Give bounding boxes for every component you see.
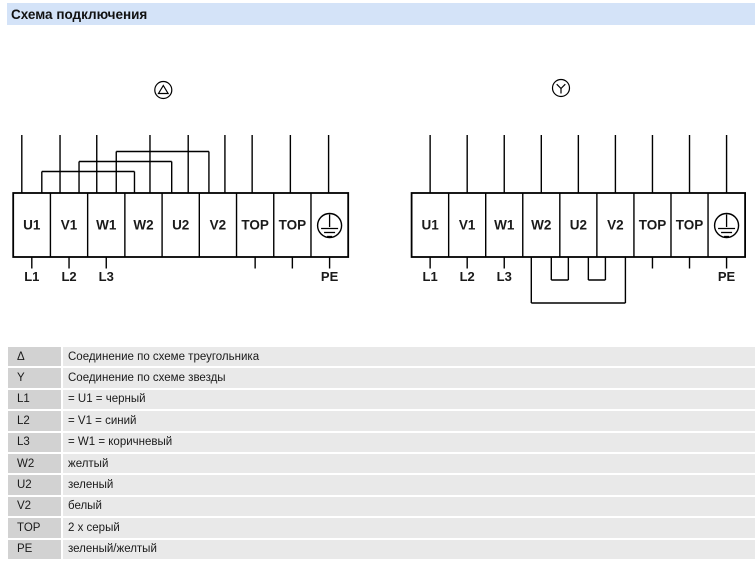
legend-key: TOP	[8, 518, 61, 537]
star-in-circle-icon	[553, 80, 570, 97]
legend-value: Соединение по схеме звезды	[63, 368, 755, 387]
legend-key: Δ	[8, 347, 61, 366]
terminal-label: TOP	[675, 217, 704, 233]
protective-earth-icon	[318, 214, 342, 238]
phase-label: L1	[422, 269, 438, 284]
terminal-label: W1	[494, 217, 515, 233]
legend-row	[8, 454, 755, 473]
legend-row	[8, 497, 755, 516]
terminal-label: W2	[133, 217, 154, 233]
star-spoke	[557, 84, 561, 88]
legend-key: L1	[8, 390, 61, 409]
legend-row	[8, 540, 755, 559]
legend-value: = U1 = черный	[63, 390, 755, 409]
diagram-delta-connection	[13, 82, 348, 285]
terminal-label: V2	[209, 217, 227, 233]
protective-earth-icon	[715, 214, 739, 238]
terminal-label: U2	[569, 217, 587, 233]
terminal-label: V1	[458, 217, 476, 233]
legend-row	[8, 411, 755, 430]
section-title: Схема подключения	[11, 6, 148, 22]
legend-key: Y	[8, 368, 61, 387]
legend-value: Соединение по схеме треугольника	[63, 347, 755, 366]
legend-value: зеленый	[63, 475, 755, 494]
terminal-label: U1	[421, 217, 439, 233]
legend-key: V2	[8, 497, 61, 516]
legend-key: W2	[8, 454, 61, 473]
phase-label: PE	[717, 269, 736, 284]
terminal-label: TOP	[241, 217, 269, 233]
legend-key: L3	[8, 433, 61, 452]
legend-value: зеленый/желтый	[63, 540, 755, 559]
legend-row	[8, 368, 755, 387]
legend-key: L2	[8, 411, 61, 430]
diagram-star-connection	[412, 80, 745, 304]
legend-key: U2	[8, 475, 61, 494]
terminal-label: U1	[23, 217, 41, 233]
delta-in-circle-icon	[155, 82, 172, 99]
terminal-label: W2	[531, 217, 552, 233]
phase-label: L3	[496, 269, 512, 284]
legend-row	[8, 347, 755, 366]
phase-label: L1	[24, 269, 40, 284]
legend-row	[8, 433, 755, 452]
legend-row	[8, 390, 755, 409]
terminal-label: W1	[96, 217, 117, 233]
terminal-label: TOP	[278, 217, 307, 233]
legend-key: PE	[8, 540, 61, 559]
legend-row	[8, 475, 755, 494]
legend-value: 2 x серый	[63, 518, 755, 537]
phase-label: L2	[61, 269, 77, 284]
legend-table	[8, 347, 755, 559]
legend-value: = W1 = коричневый	[63, 433, 755, 452]
phase-label: PE	[320, 269, 339, 284]
legend-value: желтый	[63, 454, 755, 473]
phase-label: L3	[98, 269, 114, 284]
terminal-label: V1	[60, 217, 78, 233]
phase-label: L2	[459, 269, 475, 284]
terminal-label: U2	[172, 217, 190, 233]
legend-value: = V1 = синий	[63, 411, 755, 430]
terminal-label: TOP	[638, 217, 667, 233]
legend-row	[8, 518, 755, 537]
terminal-label: V2	[607, 217, 624, 233]
star-spoke	[561, 84, 565, 88]
legend-value: белый	[63, 497, 755, 516]
